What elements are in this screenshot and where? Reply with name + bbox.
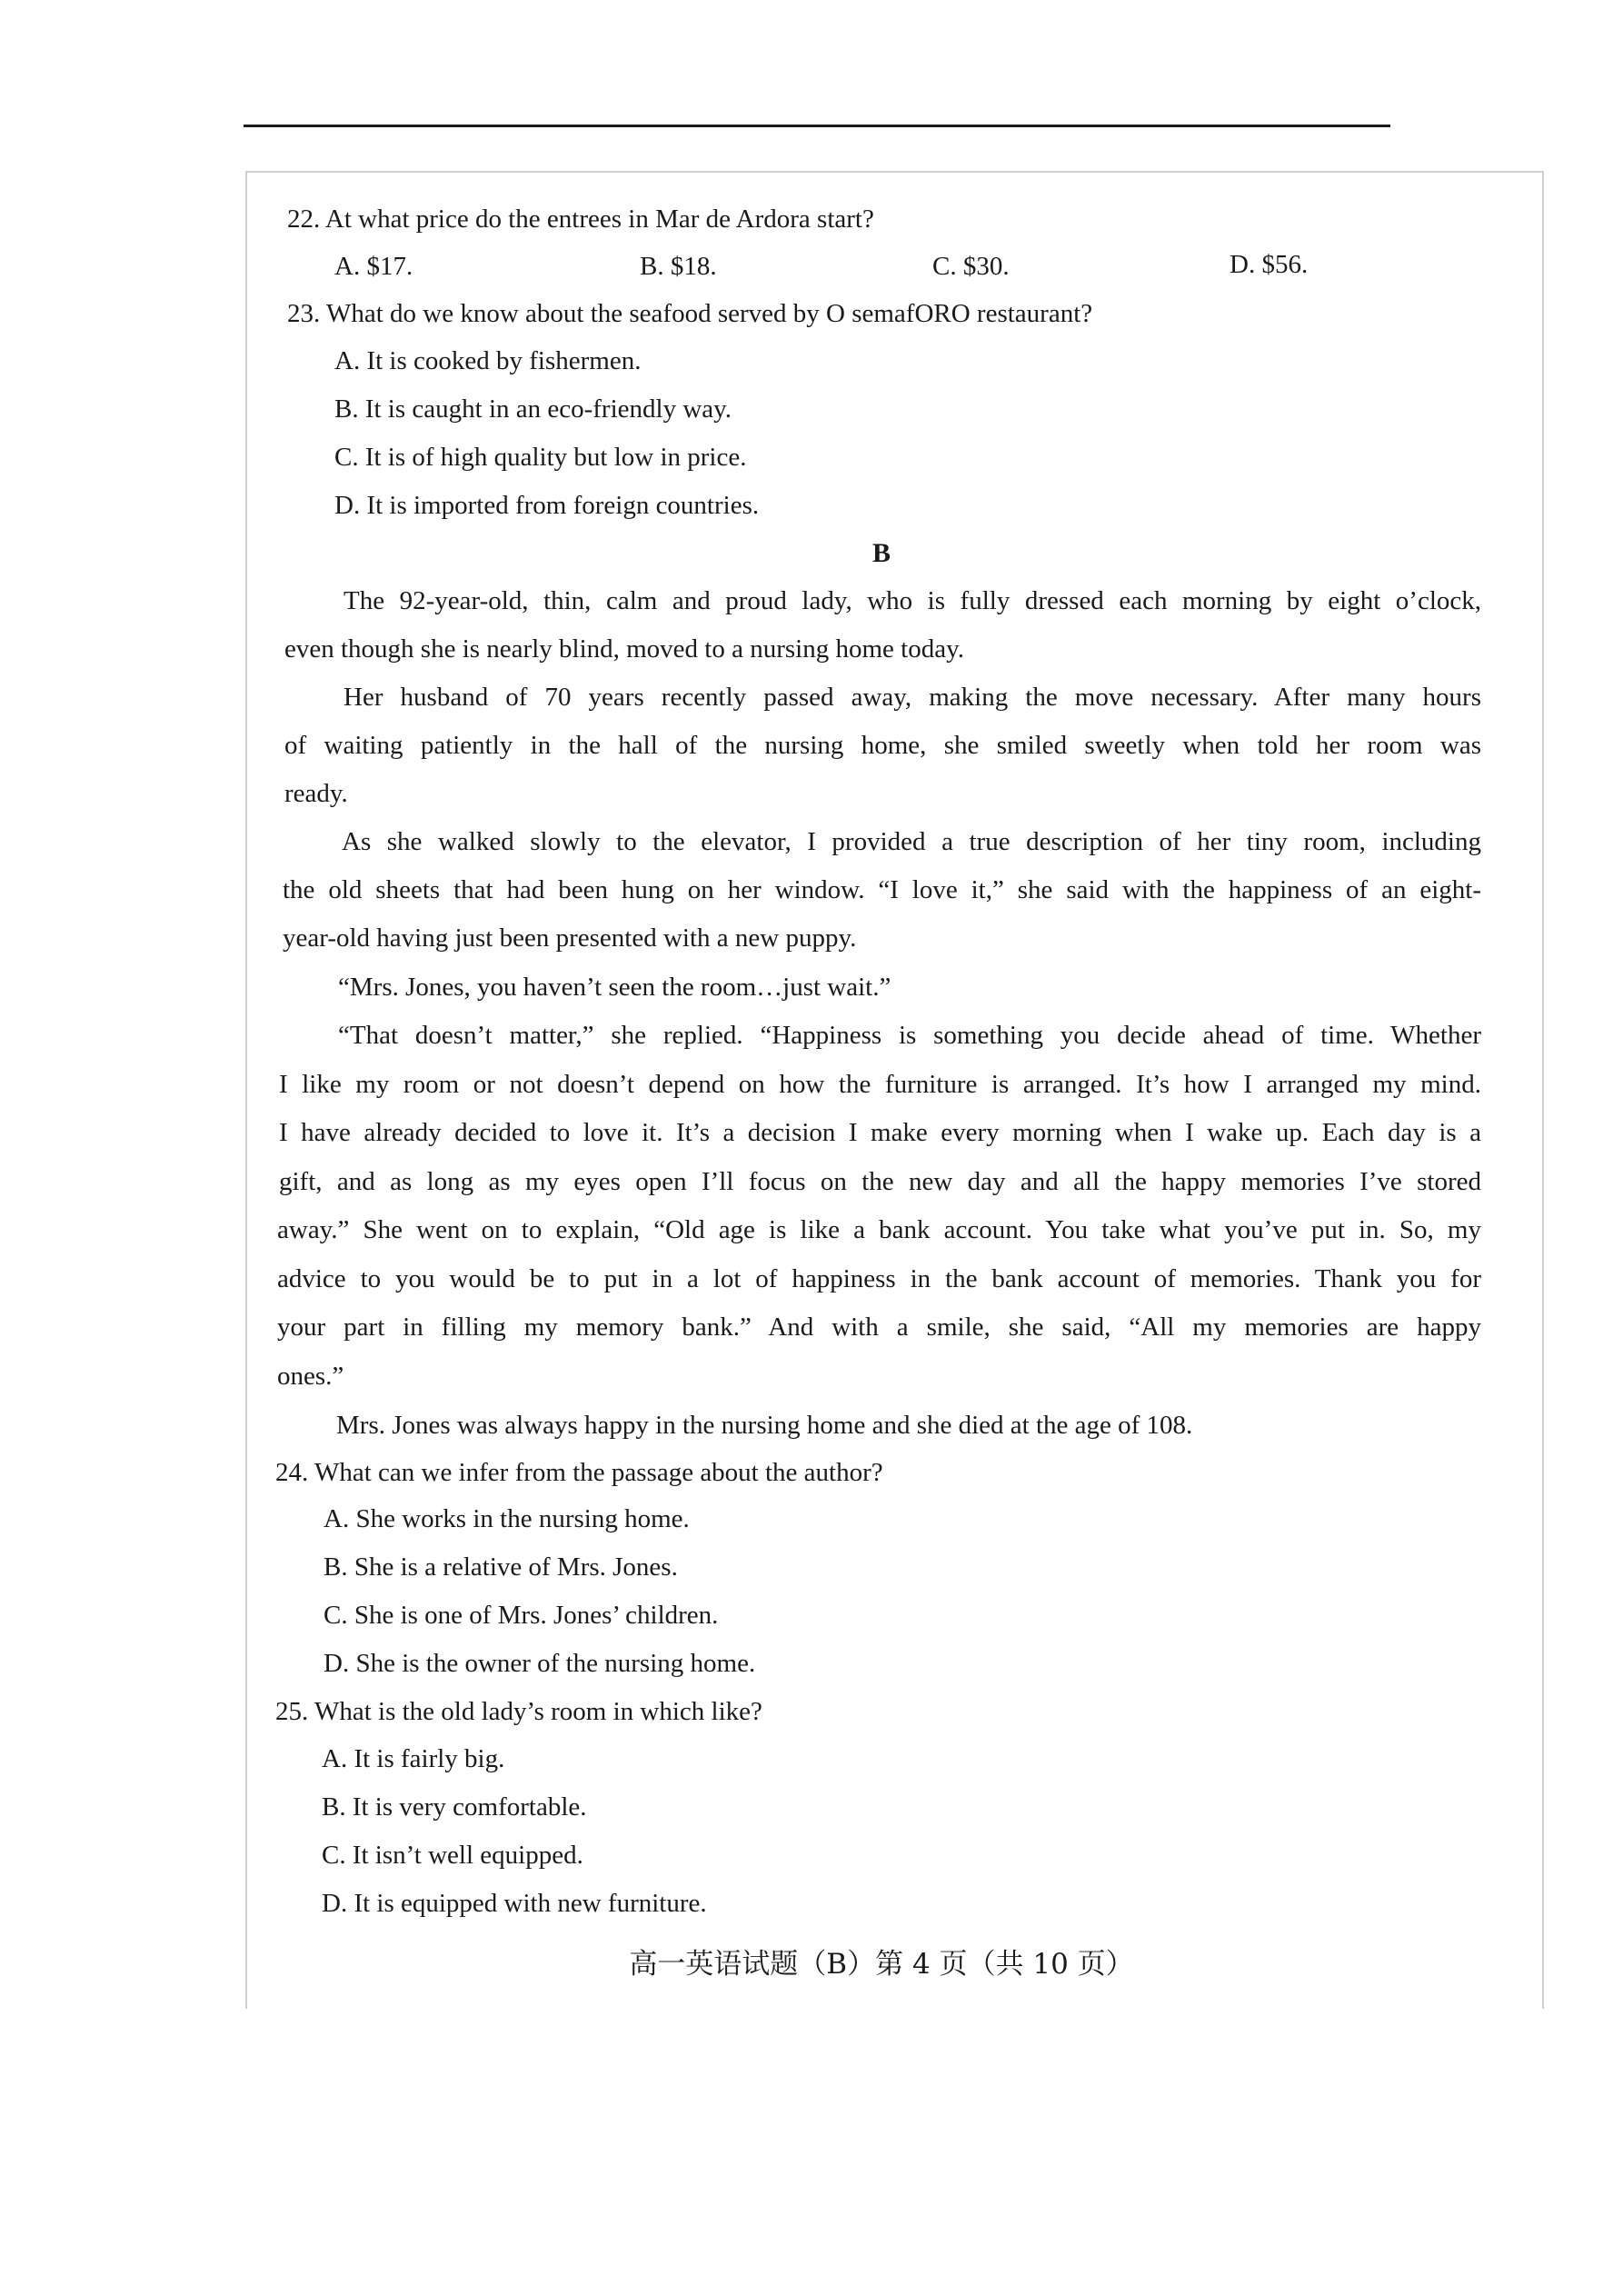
q23-option-b: B. It is caught in an eco-friendly way. — [334, 394, 732, 424]
passage-line — [277, 1312, 1481, 1344]
question-25: 25. What is the old lady’s room in which like? — [275, 1697, 762, 1726]
q22-option-a: A. $17. — [334, 252, 413, 281]
q25-option-c: C. It isn’t well equipped. — [322, 1841, 583, 1870]
passage-text: Her husband of 70 years recently passed away, making the move necessary. After many hours — [344, 683, 1481, 712]
passage-line — [342, 826, 1481, 859]
passage-line — [344, 682, 1481, 714]
question-24: 24. What can we infer from the passage about the author? — [275, 1458, 883, 1487]
passage-line — [283, 874, 1481, 907]
q22-option-d: D. $56. — [1230, 250, 1309, 279]
passage-text: The 92-year-old, thin, calm and proud lady, who is fully dressed each morning by eight o’clock, — [344, 586, 1481, 615]
question-23: 23. What do we know about the seafood served by O semafORO restaurant? — [287, 299, 1093, 328]
passage-line: ones.” — [277, 1362, 344, 1391]
passage-text: gift, and as long as my eyes open I’ll focus on the new day and all the happy memories I’ve stored — [279, 1167, 1481, 1196]
passage-text: the old sheets that had been hung on her window. “I love it,” she said with the happiness of an eight- — [283, 875, 1481, 904]
passage-line: year-old having just been presented with a new puppy. — [283, 923, 857, 953]
passage-text: your part in filling my memory bank.” And with a smile, she said, “All my memories are happy — [277, 1313, 1481, 1342]
passage-line — [279, 1166, 1481, 1199]
passage-line — [279, 1069, 1481, 1102]
passage-line — [344, 585, 1481, 618]
q24-option-c: C. She is one of Mrs. Jones’ children. — [324, 1601, 719, 1630]
q24-option-b: B. She is a relative of Mrs. Jones. — [324, 1552, 678, 1582]
question-22: 22. At what price do the entrees in Mar de Ardora start? — [287, 205, 874, 234]
passage-line — [279, 1117, 1481, 1150]
passage-text: I like my room or not doesn’t depend on how the furniture is arranged. It’s how I arranged my mind. — [279, 1070, 1481, 1099]
passage-text: of waiting patiently in the hall of the nursing home, she smiled sweetly when told her room was — [284, 731, 1481, 760]
q24-option-d: D. She is the owner of the nursing home. — [324, 1649, 756, 1678]
q25-option-a: A. It is fairly big. — [322, 1744, 505, 1773]
passage-line: Mrs. Jones was always happy in the nursing home and she died at the age of 108. — [336, 1411, 1193, 1440]
passage-line: “Mrs. Jones, you haven’t seen the room…just wait.” — [338, 973, 891, 1002]
q22-option-c: C. $30. — [932, 252, 1010, 281]
passage-line: even though she is nearly blind, moved to a nursing home today. — [284, 634, 964, 664]
passage-text: I have already decided to love it. It’s a decision I make every morning when I wake up. Each day is a — [279, 1118, 1481, 1147]
q24-option-a: A. She works in the nursing home. — [324, 1504, 690, 1533]
section-title: B — [871, 538, 891, 568]
passage-line — [277, 1214, 1481, 1247]
passage-text: away.” She went on to explain, “Old age is like a bank account. You take what you’ve put in. So, my — [277, 1215, 1481, 1244]
q23-option-c: C. It is of high quality but low in price. — [334, 443, 747, 472]
passage-line — [284, 730, 1481, 763]
q23-option-a: A. It is cooked by fishermen. — [334, 346, 642, 375]
passage-text: “That doesn’t matter,” she replied. “Happiness is something you decide ahead of time. Whether — [338, 1021, 1481, 1050]
passage-text: As she walked slowly to the elevator, I provided a true description of her tiny room, including — [342, 827, 1481, 856]
passage-text: advice to you would be to put in a lot of happiness in the bank account of memories. Thank you for — [277, 1264, 1481, 1293]
q22-option-b: B. $18. — [640, 252, 717, 281]
page-footer: 高一英语试题（B）第 4 页（共 10 页） — [629, 1948, 1134, 1981]
passage-line — [338, 1020, 1481, 1053]
passage-line: ready. — [284, 779, 348, 808]
passage-line — [277, 1263, 1481, 1296]
q23-option-d: D. It is imported from foreign countries. — [334, 491, 760, 520]
q25-option-d: D. It is equipped with new furniture. — [322, 1889, 707, 1918]
q25-option-b: B. It is very comfortable. — [322, 1792, 587, 1822]
